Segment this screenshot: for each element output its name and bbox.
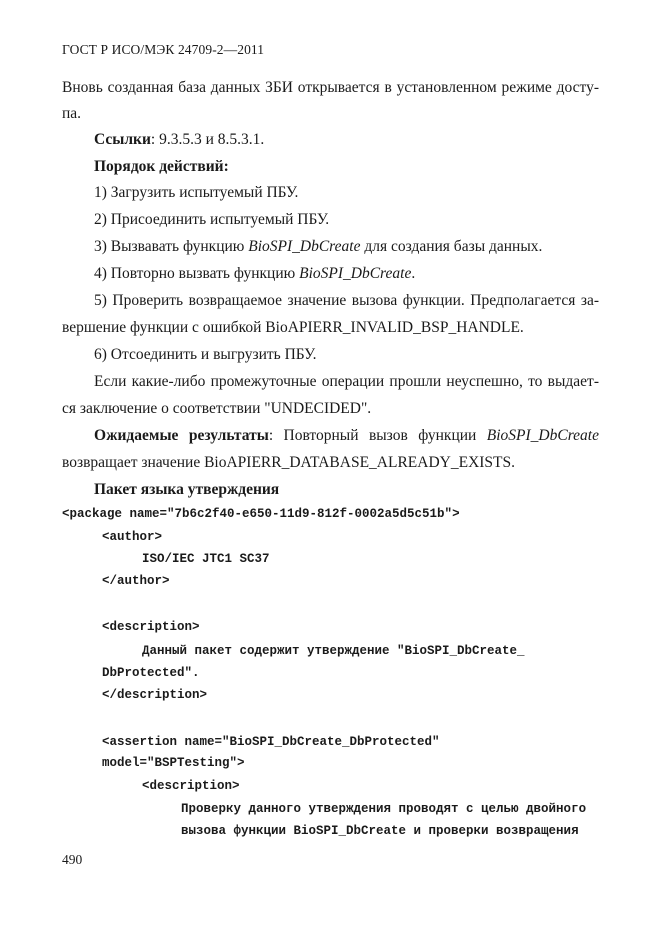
step-2: 2) Присоединить испытуемый ПБУ. [94, 211, 330, 228]
procedure-heading: Порядок действий: [94, 158, 229, 175]
package-heading: Пакет языка утверждения [94, 481, 280, 498]
code-author-open: <author> [102, 530, 163, 544]
step-1: 1) Загрузить испытуемый ПБУ. [94, 184, 299, 201]
expected-results-text: : Повторный вызов функции [268, 427, 487, 444]
step-4-post: . [411, 265, 416, 282]
step-3 [94, 239, 542, 255]
code-package-open: <package name="7b6c2f40-e650-11d9-812f-0002a5d5c51b"> [62, 507, 460, 521]
failure-note-line-2: ся заключение о соответствии "UNDECIDED". [62, 400, 372, 417]
intro-line-1: Вновь созданная база данных ЗБИ открывается в установленном режиме досту- [62, 79, 599, 96]
step-5-line-1: 5) Проверить возвращаемое значение вызова функции. Предполагается за- [94, 292, 599, 309]
standard-header: ГОСТ Р ИСО/МЭК 24709-2—2011 [62, 42, 265, 57]
code-assertion-description-text-2: вызова функции BioSPI_DbCreate и проверки возвращения [181, 824, 579, 838]
references-line [94, 132, 264, 148]
code-assertion-model: model="BSPTesting"> [102, 756, 245, 770]
code-description-text-2: DbProtected". [102, 666, 200, 680]
step-4 [94, 266, 415, 282]
code-author-value: ISO/IEC JTC1 SC37 [142, 552, 270, 566]
step-3-pre: 3) Вызвавать функцию [94, 238, 249, 255]
references-text: : 9.3.5.3 и 8.5.3.1. [150, 131, 265, 148]
page-number: 490 [62, 852, 83, 867]
step-4-pre: 4) Повторно вызвать функцию [94, 265, 300, 282]
code-assertion-description-text-1: Проверку данного утверждения проводят с целью двойного [181, 802, 587, 816]
failure-note-line-1: Если какие-либо промежуточные операции прошли неуспешно, то выдает- [94, 373, 599, 390]
expected-results-line-1 [94, 428, 599, 444]
intro-line-2: па. [62, 105, 82, 122]
step-3-function: BioSPI_DbCreate [248, 238, 361, 255]
step-3-post: для создания базы данных. [360, 238, 543, 255]
references-label: Ссылки [94, 131, 151, 148]
step-6: 6) Отсоединить и выгрузить ПБУ. [94, 346, 317, 363]
code-assertion-description-open: <description> [142, 779, 240, 793]
code-description-text-1: Данный пакет содержит утверждение "BioSPI_DbCreate_ [142, 644, 525, 658]
step-5-line-2: вершение функции с ошибкой BioAPIERR_INVALID_BSP_HANDLE. [62, 319, 524, 336]
code-author-close: </author> [102, 574, 170, 588]
expected-results-label: Ожидаемые результаты [94, 427, 269, 444]
code-description-close: </description> [102, 688, 208, 702]
expected-results-line-2: возвращает значение BioAPIERR_DATABASE_ALREADY_EXISTS. [62, 454, 516, 471]
code-assertion-open: <assertion name="BioSPI_DbCreate_DbProtected" [102, 735, 440, 749]
step-4-function: BioSPI_DbCreate [299, 265, 412, 282]
expected-results-function: BioSPI_DbCreate [486, 427, 599, 444]
code-description-open: <description> [102, 620, 200, 634]
